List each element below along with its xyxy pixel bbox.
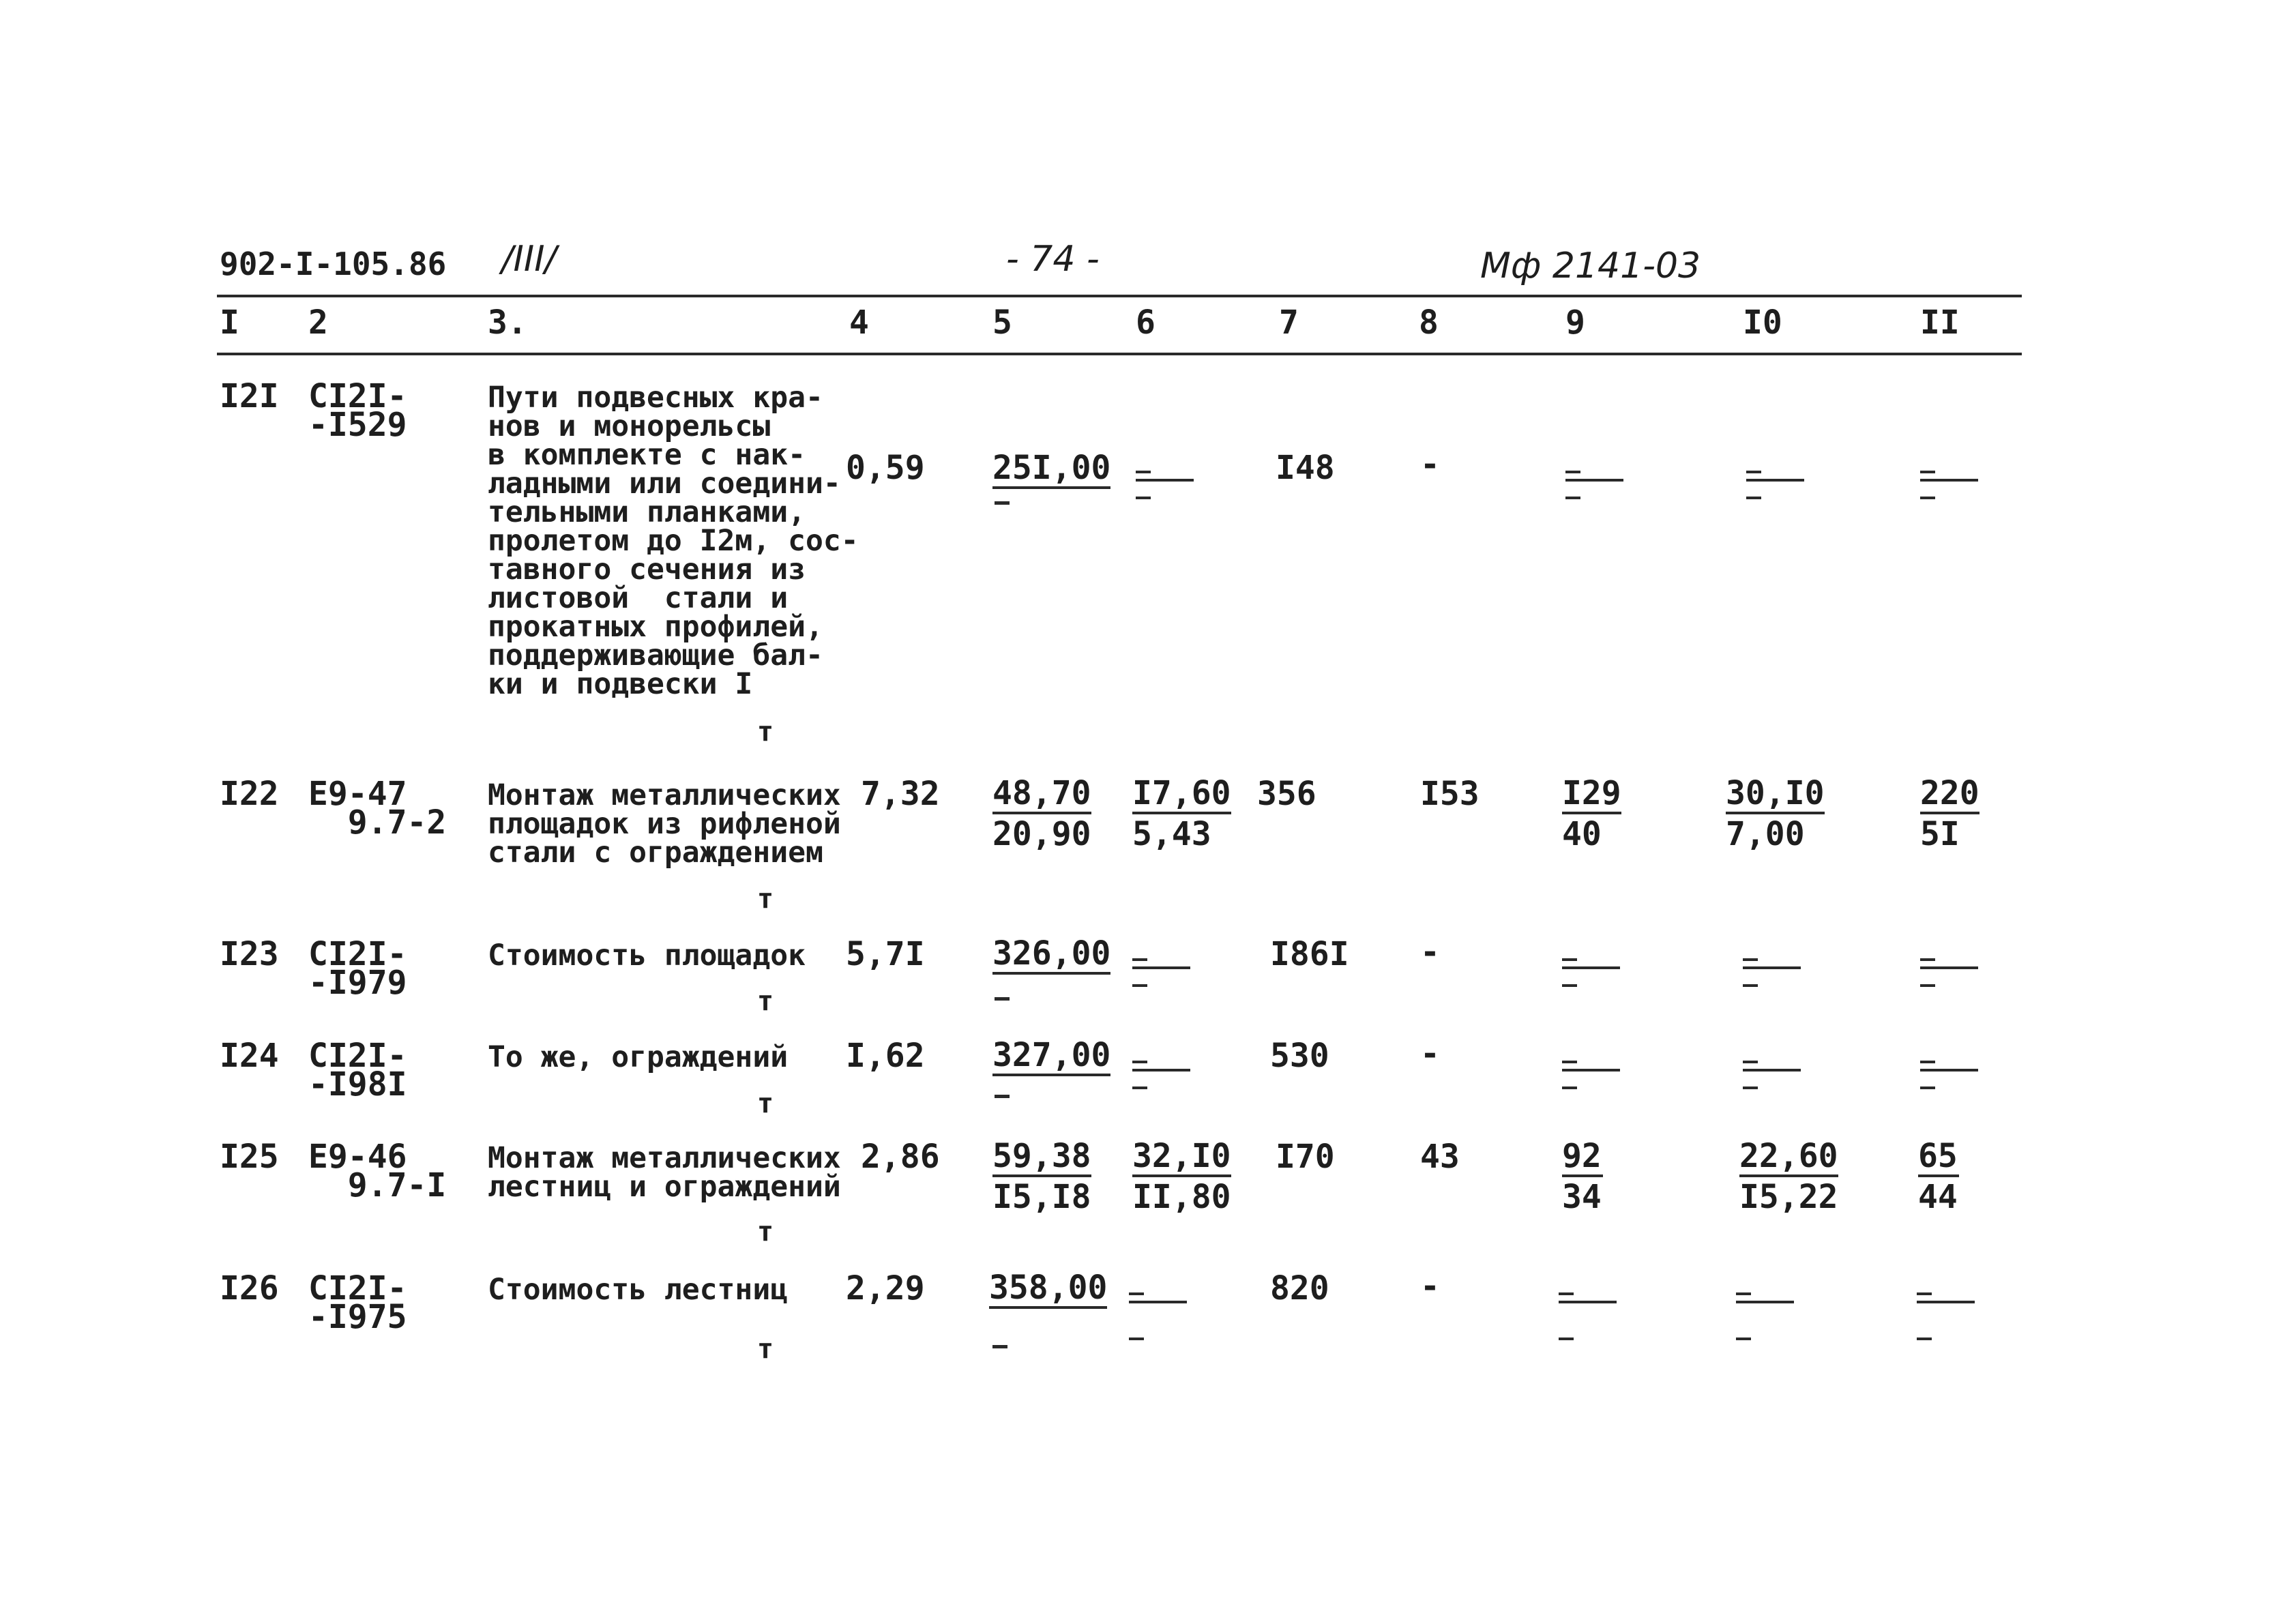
empty-fraction	[1746, 464, 1804, 499]
empty-fraction	[1920, 951, 1978, 987]
column-header-4: 4	[849, 304, 869, 342]
column-header-7: 7	[1279, 304, 1299, 342]
machine-total-value: I29	[1562, 775, 1621, 814]
album-number: /III/	[501, 239, 557, 280]
quantity: 0,59	[846, 449, 925, 487]
row-number: I23	[220, 935, 279, 973]
empty-mark	[992, 1345, 1007, 1348]
row-number: I25	[220, 1138, 279, 1176]
empty-fraction	[1129, 1286, 1187, 1340]
empty-fraction	[1136, 464, 1194, 499]
price-code: CI2I- -I98I	[308, 1037, 407, 1104]
wages-total: -	[1420, 933, 1440, 971]
machine-cost-wages: 5,43	[1132, 815, 1211, 853]
work-description: Монтаж металлических площадок из рифленой стали с ограждением	[488, 778, 841, 870]
header-rule-top	[217, 295, 2022, 297]
unit-cost	[992, 934, 1110, 975]
empty-fraction	[1920, 464, 1978, 499]
inventory-number: Мф 2141-03	[1480, 246, 1701, 286]
unit-of-measure: т	[757, 986, 774, 1017]
work-description: Монтаж металлических лестниц и ограждений	[488, 1141, 841, 1204]
unit-cost-wages: 20,90	[992, 815, 1091, 853]
wages-total: 43	[1420, 1138, 1460, 1176]
machine-total-wages: 34	[1562, 1178, 1602, 1216]
labor-cost-value: 65	[1918, 1138, 1959, 1177]
empty-fraction	[1743, 951, 1801, 987]
unit-cost-wages: I5,I8	[992, 1178, 1091, 1216]
column-header-9: 9	[1565, 304, 1585, 342]
empty-fraction	[1743, 1054, 1801, 1089]
machine-total	[1562, 774, 1621, 854]
materials-cost-value: 22,60	[1739, 1138, 1838, 1177]
empty-mark	[995, 501, 1010, 505]
empty-fraction	[1736, 1286, 1794, 1340]
header-rule-bottom	[217, 353, 2022, 355]
total-cost: 820	[1270, 1269, 1329, 1307]
unit-cost	[989, 1269, 1107, 1309]
unit-cost-total: 327,00	[992, 1037, 1110, 1076]
unit-of-measure: т	[757, 1088, 774, 1119]
machine-total	[1562, 1137, 1603, 1217]
total-cost: 530	[1270, 1037, 1329, 1075]
work-description: Пути подвесных кра- нов и монорельсы в комплекте с нак- ладными или соедини- тельными планками, пролетом до I2м, сос- тавного сечения из листовой стали и прокатных профилей, поддерживающие бал- ки и подвески I	[488, 381, 859, 701]
column-header-8: 8	[1419, 304, 1439, 342]
machine-cost-total: I7,60	[1132, 775, 1231, 814]
unit-cost	[992, 1137, 1091, 1217]
materials-cost	[1739, 1137, 1838, 1217]
quantity: 5,7I	[846, 935, 925, 973]
price-code: CI2I- -I979	[308, 935, 407, 1002]
empty-fraction	[1132, 1054, 1190, 1089]
column-header-10: I0	[1743, 304, 1782, 342]
price-code: E9-46 9.7-I	[308, 1138, 447, 1204]
unit-of-measure: т	[757, 716, 774, 748]
unit-cost	[992, 774, 1091, 854]
column-header-3: 3.	[488, 304, 527, 342]
labor-cost-wages: 44	[1918, 1178, 1958, 1216]
row-number: I2I	[220, 377, 279, 415]
empty-fraction	[1917, 1286, 1975, 1340]
materials-cost-wages: I5,22	[1739, 1178, 1838, 1216]
total-cost: I48	[1276, 449, 1335, 487]
total-cost: I70	[1276, 1138, 1335, 1176]
empty-mark	[995, 1095, 1010, 1098]
empty-fraction	[1132, 951, 1190, 987]
labor-cost-wages: 5I	[1920, 815, 1960, 853]
row-number: I26	[220, 1269, 279, 1307]
wages-total: I53	[1420, 775, 1480, 813]
machine-cost-wages: II,80	[1132, 1178, 1231, 1216]
empty-fraction	[1565, 464, 1623, 499]
labor-cost	[1918, 1137, 1959, 1217]
quantity: 2,86	[861, 1138, 940, 1176]
empty-fraction	[1920, 1054, 1978, 1089]
work-description: То же, ограждений	[488, 1040, 789, 1074]
machine-cost	[1132, 1137, 1231, 1217]
empty-mark	[995, 997, 1010, 1001]
unit-cost-total: 48,70	[992, 775, 1091, 814]
materials-cost	[1726, 774, 1825, 854]
row-number: I24	[220, 1037, 279, 1075]
empty-fraction	[1562, 1054, 1620, 1089]
work-description: Стоимость лестниц	[488, 1273, 789, 1307]
unit-cost-total: 358,00	[989, 1269, 1107, 1309]
materials-cost-wages: 7,00	[1726, 815, 1805, 853]
unit-of-measure: т	[757, 883, 774, 915]
unit-cost-total: 59,38	[992, 1138, 1091, 1177]
work-description: Стоимость площадок	[488, 938, 806, 973]
price-code: E9-47 9.7-2	[308, 775, 447, 842]
quantity: 2,29	[846, 1269, 925, 1307]
machine-total-wages: 40	[1562, 815, 1602, 853]
machine-cost	[1132, 774, 1231, 854]
total-cost: 356	[1257, 775, 1316, 813]
wages-total: -	[1420, 1035, 1440, 1073]
row-number: I22	[220, 775, 279, 813]
document-code: 902-I-105.86	[220, 246, 447, 282]
machine-total-value: 92	[1562, 1138, 1603, 1177]
unit-of-measure: т	[757, 1333, 774, 1365]
unit-cost-total: 25I,00	[992, 449, 1110, 489]
column-header-6: 6	[1136, 304, 1156, 342]
wages-total: -	[1420, 1267, 1440, 1305]
unit-cost	[992, 1036, 1110, 1076]
unit-cost-total: 326,00	[992, 935, 1110, 975]
column-header-1: I	[220, 304, 239, 342]
wages-total: -	[1420, 445, 1440, 484]
quantity: I,62	[846, 1037, 925, 1075]
total-cost: I86I	[1270, 935, 1349, 973]
column-header-11: II	[1920, 304, 1960, 342]
unit-of-measure: т	[757, 1216, 774, 1247]
quantity: 7,32	[861, 775, 940, 813]
empty-fraction	[1562, 951, 1620, 987]
empty-fraction	[1559, 1286, 1617, 1340]
labor-cost	[1920, 774, 1979, 854]
column-header-2: 2	[308, 304, 328, 342]
materials-cost-value: 30,I0	[1726, 775, 1825, 814]
price-code: CI2I- -I529	[308, 377, 407, 444]
unit-cost	[992, 449, 1110, 489]
column-header-5: 5	[992, 304, 1012, 342]
price-code: CI2I- -I975	[308, 1269, 407, 1336]
machine-cost-total: 32,I0	[1132, 1138, 1231, 1177]
labor-cost-value: 220	[1920, 775, 1979, 814]
page-number: - 74 -	[1006, 239, 1100, 280]
